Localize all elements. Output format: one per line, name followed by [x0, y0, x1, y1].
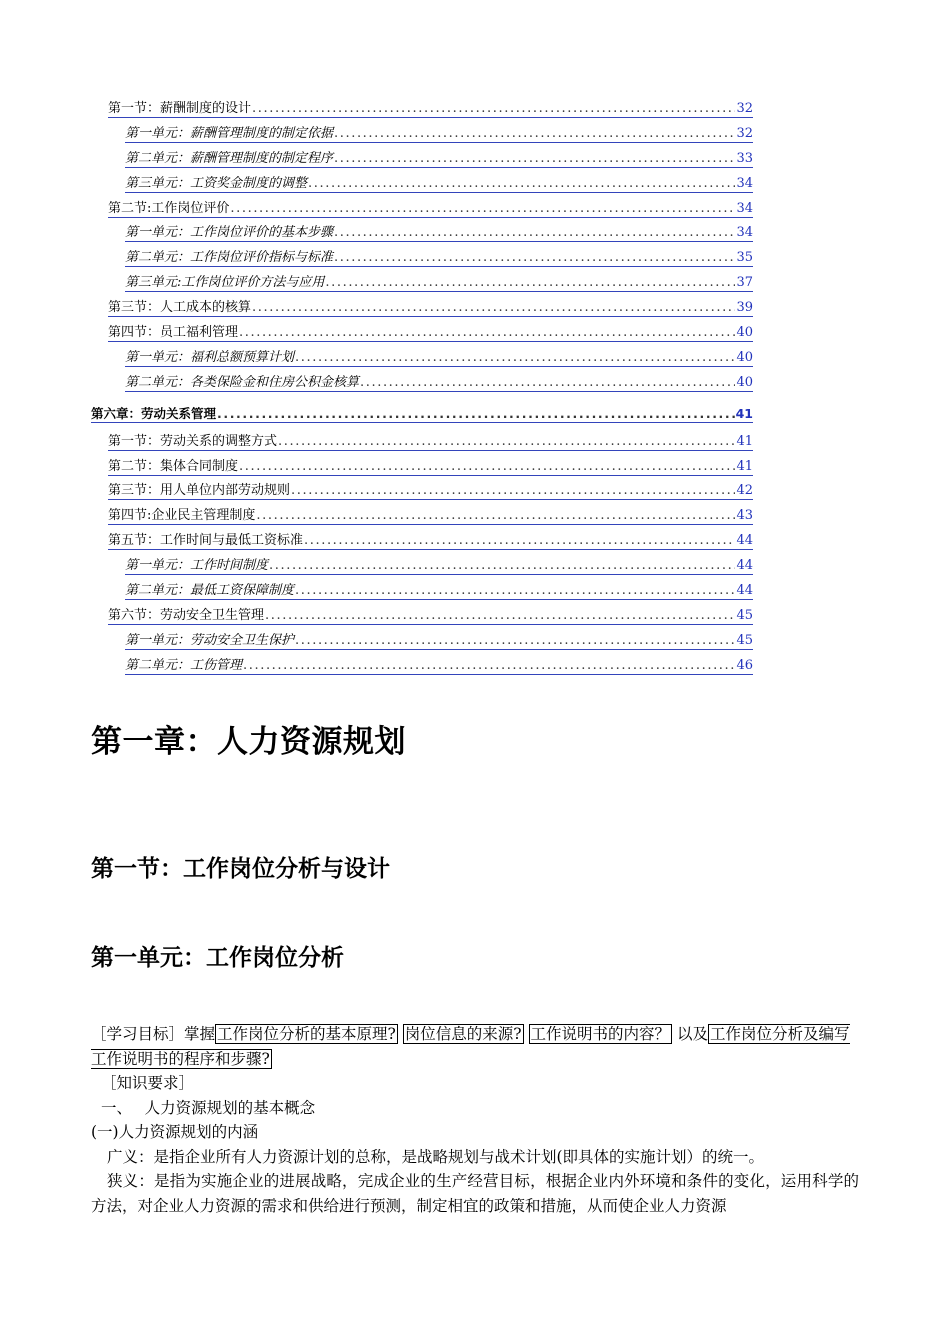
toc-page-number: 33: [736, 150, 753, 166]
toc-page-number: 41: [736, 433, 753, 449]
section-heading: 第一节：工作岗位分析与设计: [91, 856, 390, 882]
toc-entry: [91, 605, 753, 630]
toc-entry: [91, 98, 753, 123]
toc-page-number: 46: [736, 657, 753, 673]
toc-entry: [91, 222, 753, 247]
toc-leader-dots: [230, 200, 735, 217]
toc-page-number: 32: [736, 101, 753, 116]
toc-chapter-entry: [91, 397, 753, 431]
toc-entry: [91, 148, 753, 173]
toc-link[interactable]: [108, 507, 753, 525]
toc-entry: [91, 456, 753, 481]
toc-leader-dots: [334, 249, 735, 266]
toc-page-number: 44: [736, 558, 753, 574]
toc-leader-dots: [278, 433, 735, 450]
toc-link[interactable]: [125, 374, 753, 392]
toc-page-number: 44: [736, 583, 753, 599]
toc-link[interactable]: [108, 200, 753, 218]
toc-entry-title: 第二单元：工作岗位评价指标与标准: [125, 250, 334, 266]
toc-entry-title: 第三单元:工作岗位评价方法与应用: [125, 275, 325, 291]
chapter-heading: 第一章：人力资源规划: [91, 724, 406, 760]
toc-page-number: 43: [736, 508, 753, 524]
point-one: 一、 人力资源规划的基本概念: [101, 1098, 316, 1117]
toc-leader-dots: [291, 482, 735, 499]
toc-page-number: 40: [736, 374, 753, 390]
toc-leader-dots: [295, 582, 735, 599]
toc-leader-dots: [269, 557, 735, 574]
goal-join: 以及: [676, 1025, 708, 1043]
goal-item-job-description: 工作说明书的内容？: [530, 1025, 671, 1043]
toc-leader-dots: [295, 349, 735, 366]
toc-entry: [91, 505, 753, 530]
toc-entry-title: 第一单元：工作岗位评价的基本步骤: [125, 225, 334, 241]
toc-page-number: 32: [736, 125, 753, 141]
toc-entry: [91, 272, 753, 297]
toc-page-number: 44: [736, 533, 753, 549]
toc-entry: [91, 247, 753, 272]
toc-page-number: 34: [736, 225, 753, 241]
toc-entry-title: 第四节:企业民主管理制度: [108, 508, 256, 524]
learning-goal-prefix: ［学习目标］掌握: [91, 1025, 216, 1043]
toc-link[interactable]: [125, 349, 753, 367]
toc-entry: [91, 322, 753, 347]
point-one-sub: (一)人力资源规划的内涵: [91, 1123, 259, 1141]
toc-entry: [91, 198, 753, 223]
toc-link[interactable]: [125, 274, 753, 292]
toc-page-number: 45: [736, 607, 753, 623]
toc-entry: [91, 630, 753, 655]
toc-link[interactable]: [125, 125, 753, 143]
unit-heading: 第一单元：工作岗位分析: [91, 945, 344, 971]
toc-entry: [91, 173, 753, 198]
knowledge-requirement: ［知识要求］: [101, 1074, 195, 1092]
toc-leader-dots: [239, 324, 735, 341]
toc-link[interactable]: [91, 405, 753, 423]
toc-page-number: 41: [736, 458, 753, 474]
toc-link[interactable]: [125, 150, 753, 168]
toc-leader-dots: [252, 299, 735, 316]
toc-entry: [91, 372, 753, 397]
toc-entry-title: 第二单元：最低工资保障制度: [125, 583, 295, 599]
toc-link[interactable]: [125, 657, 753, 675]
toc-leader-dots: [265, 607, 735, 624]
toc-entry: [91, 123, 753, 148]
toc-leader-dots: [334, 125, 735, 142]
toc-entry-title: 第二节：集体合同制度: [108, 458, 239, 474]
toc-entry-title: 第六节：劳动安全卫生管理: [108, 607, 265, 623]
toc-link[interactable]: [108, 100, 753, 118]
toc-entry-title: 第一单元：薪酬管理制度的制定依据: [125, 125, 334, 141]
toc-page-number: 37: [736, 275, 753, 291]
toc-link[interactable]: [108, 458, 753, 476]
broad-definition: 广义：是指企业所有人力资源计划的总称，是战略规划与战术计划(即具体的实施计划）的统一。: [107, 1147, 765, 1166]
narrow-definition: 狭义：是指为实施企业的进展战略，完成企业的生产经营目标，根据企业内外环境和条件的变化，运用科学的方法，对企业人力资源的需求和供给进行预测，制定相宜的政策和措施，从而使企业人力资源: [91, 1172, 859, 1215]
toc-entry-title: 第五节：工作时间与最低工资标准: [108, 533, 304, 549]
toc-entry: [91, 530, 753, 555]
toc-leader-dots: [295, 632, 735, 649]
toc-page-number: 41: [735, 405, 753, 421]
toc-entry-title: 第二单元：各类保险金和住房公积金核算: [125, 374, 360, 390]
toc-entry-title: 第三节：人工成本的核算: [108, 300, 252, 316]
toc-entry-title: 第一单元：劳动安全卫生保护: [125, 632, 295, 648]
toc-leader-dots: [217, 405, 735, 422]
toc-entry: [91, 480, 753, 505]
toc-entry-title: 第六章：劳动关系管理: [91, 405, 217, 421]
toc-link[interactable]: [108, 532, 753, 550]
toc-link[interactable]: [125, 175, 753, 193]
toc-link[interactable]: [125, 249, 753, 267]
toc-link[interactable]: [108, 324, 753, 342]
toc-entry: [91, 347, 753, 372]
toc-entry-title: 第二单元：薪酬管理制度的制定程序: [125, 150, 334, 166]
toc-link[interactable]: [108, 607, 753, 625]
toc-entry: [91, 580, 753, 605]
toc-page-number: 40: [736, 349, 753, 365]
toc-entry-title: 第一节：劳动关系的调整方式: [108, 433, 278, 449]
toc-page-number: 35: [736, 250, 753, 266]
toc-entry: [91, 555, 753, 580]
toc-page-number: 34: [736, 200, 753, 216]
toc-leader-dots: [239, 458, 735, 475]
toc-entry-title: 第一单元：工作时间制度: [125, 558, 269, 574]
toc-entry-title: 第二节:工作岗位评价: [108, 200, 230, 216]
toc-entry-title: 第一单元：福利总额预算计划: [125, 349, 295, 365]
toc-entry: [91, 431, 753, 456]
table-of-contents: [91, 98, 753, 680]
toc-page-number: 40: [736, 325, 753, 341]
toc-leader-dots: [252, 100, 735, 117]
toc-leader-dots: [304, 532, 735, 549]
goal-item-procedure: 工作岗位分析及编写工作说明书的程序和步骤?: [91, 1025, 850, 1068]
toc-entry-title: 第一节：薪酬制度的设计: [108, 101, 252, 116]
toc-link[interactable]: [125, 224, 753, 242]
toc-link[interactable]: [108, 482, 753, 500]
toc-leader-dots: [325, 274, 735, 291]
toc-link[interactable]: [108, 433, 753, 451]
toc-link[interactable]: [125, 557, 753, 575]
toc-page-number: 39: [736, 300, 753, 316]
toc-leader-dots: [334, 150, 735, 167]
goal-item-principle: 工作岗位分析的基本原理?: [217, 1025, 396, 1043]
toc-leader-dots: [256, 507, 735, 524]
toc-leader-dots: [334, 224, 735, 241]
toc-link[interactable]: [125, 582, 753, 600]
goal-item-info-source: 岗位信息的来源?: [404, 1025, 522, 1043]
toc-entry: [91, 655, 753, 680]
toc-entry-title: 第三单元：工资奖金制度的调整: [125, 175, 308, 191]
toc-leader-dots: [360, 374, 735, 391]
toc-page-number: 45: [736, 632, 753, 648]
toc-link[interactable]: [125, 632, 753, 650]
learning-goal-paragraph: [91, 1022, 859, 1071]
toc-leader-dots: [308, 175, 735, 192]
toc-page-number: 42: [736, 483, 753, 499]
toc-entry: [91, 297, 753, 322]
toc-entry-title: 第四节：员工福利管理: [108, 325, 239, 341]
toc-leader-dots: [243, 657, 735, 674]
body-text: [91, 1022, 859, 1218]
toc-entry-title: 第三节：用人单位内部劳动规则: [108, 483, 291, 499]
toc-link[interactable]: [108, 299, 753, 317]
toc-page-number: 34: [736, 175, 753, 191]
toc-entry-title: 第二单元：工伤管理: [125, 657, 243, 673]
